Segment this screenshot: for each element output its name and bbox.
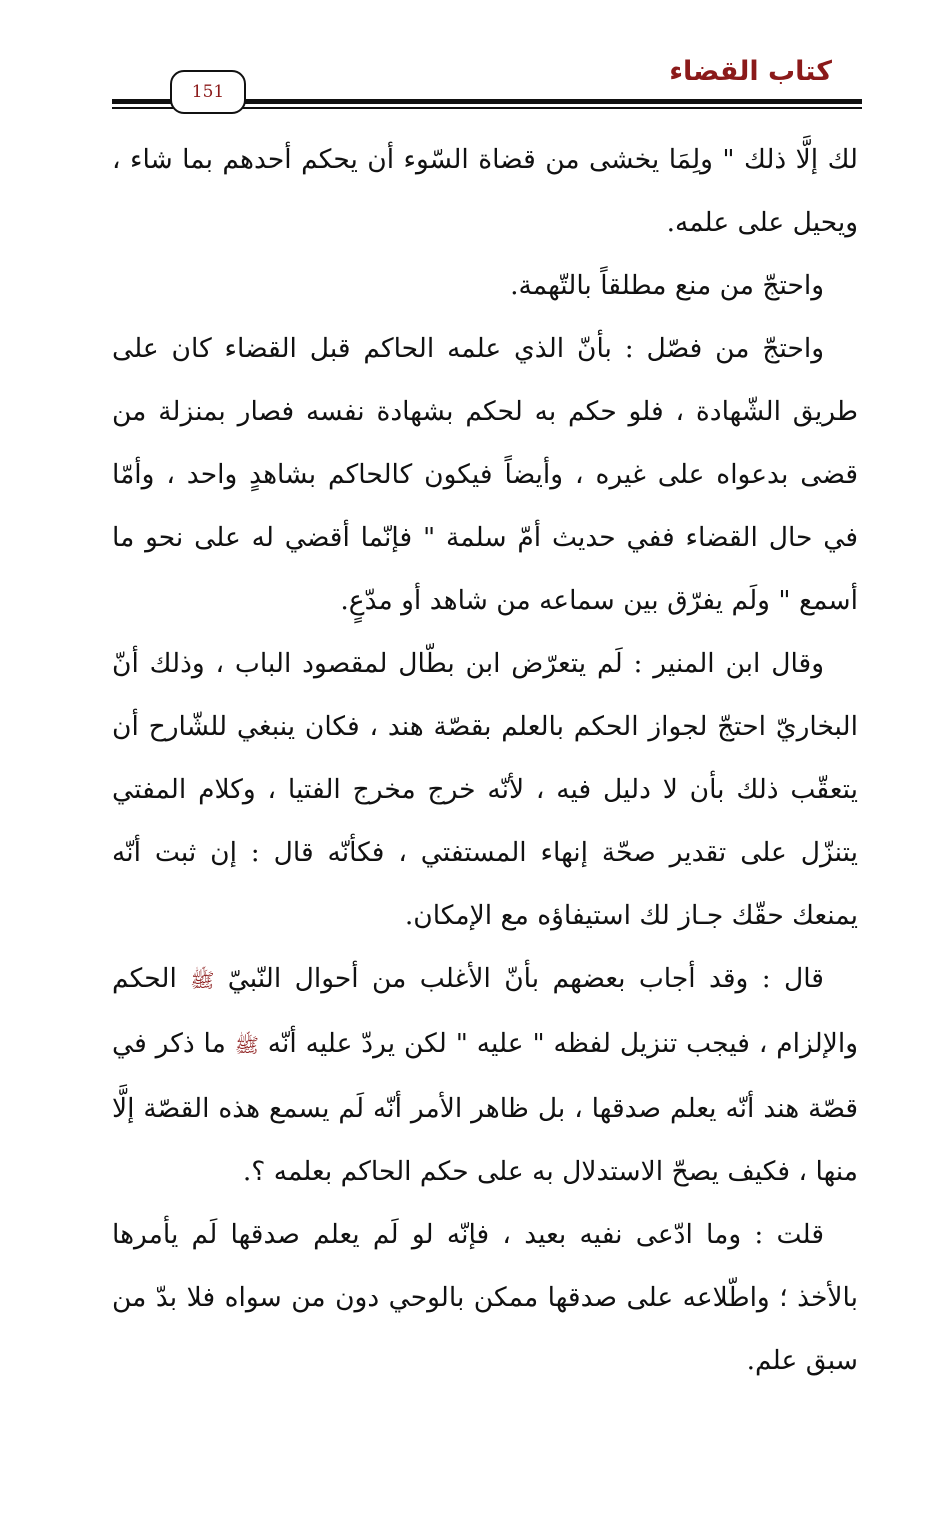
- paragraph-ibn-al-munir: وقال ابن المنير : لَم يتعرّض ابن بطّال لمقصود الباب ، وذلك أنّ البخاريّ احتجّ لجواز الحكم بالعلم بقصّة هند ، فكان ينبغي للشّارح أن يتعقّب ذلك بأن لا دليل فيه ، لأنّه خرج مخرج الفتيا ، وكلام المفتي يتنزّل على تقدير صحّة إنهاء المستفتي ، فكأنّه قال : إن ثبت أنّه يمنعك حقّك جـاز لك استيفاؤه مع الإمكان.: [112, 648, 858, 931]
- honorific-symbol: ﷺ: [234, 1033, 259, 1057]
- paragraph-i-said: قلت : وما ادّعى نفيه بعيد ، فإنّه لو لَم يعلم صدقها لَم يأمرها بالأخذ ؛ واطّلاعه على صدقها ممكن بالوحي دون من سواه فلا بدّ من سبق علم.: [112, 1219, 858, 1376]
- paragraph-continuation: لك إلَّا ذلك " ولِمَا يخشى من قضاة السّوء أن يحكم أحدهم بما شاء ، ويحيل على علمه.: [112, 144, 858, 238]
- paragraph-absolute-prohibition: واحتجّ من منع مطلقاً بالتّهمة.: [510, 270, 824, 301]
- paragraph-segment: الحكم والإلزام ، فيجب تنزيل لفظه " عليه " لكن يردّ عليه أنّه: [112, 963, 858, 1059]
- honorific-symbol: ﷺ: [190, 968, 215, 992]
- page-header: [112, 50, 862, 120]
- text-body: [112, 128, 858, 1392]
- paragraph-segment: ما ذكر في قصّة هند أنّه يعلم صدقها ، بل ظاهر الأمر أنّه لَم يسمع هذه القصّة إلَّا منها ، فكيف يصحّ الاستدلال به على حكم الحاكم بعلمه ؟.: [112, 1028, 858, 1187]
- paragraph-segment: قال : وقد أجاب بعضهم بأنّ الأغلب من أحوال النّبيّ: [227, 963, 824, 994]
- paragraph-some-answered: [112, 947, 858, 1203]
- book-title: كتاب القضاء: [669, 56, 832, 87]
- page-number: 151: [170, 70, 246, 114]
- paragraph-distinction-argument: واحتجّ من فصّل : بأنّ الذي علمه الحاكم قبل القضاء كان على طريق الشّهادة ، فلو حكم به لحكم بشهادة نفسه فصار بمنزلة من قضى بدعواه على غيره ، وأيضاً فيكون كالحاكم بشاهدٍ واحد ، وأمّا في حال القضاء ففي حديث أمّ سلمة " فإنّما أقضي له على نحو ما أسمع " ولَم يفرّق بين سماعه من شاهد أو مدّعٍ.: [112, 333, 858, 616]
